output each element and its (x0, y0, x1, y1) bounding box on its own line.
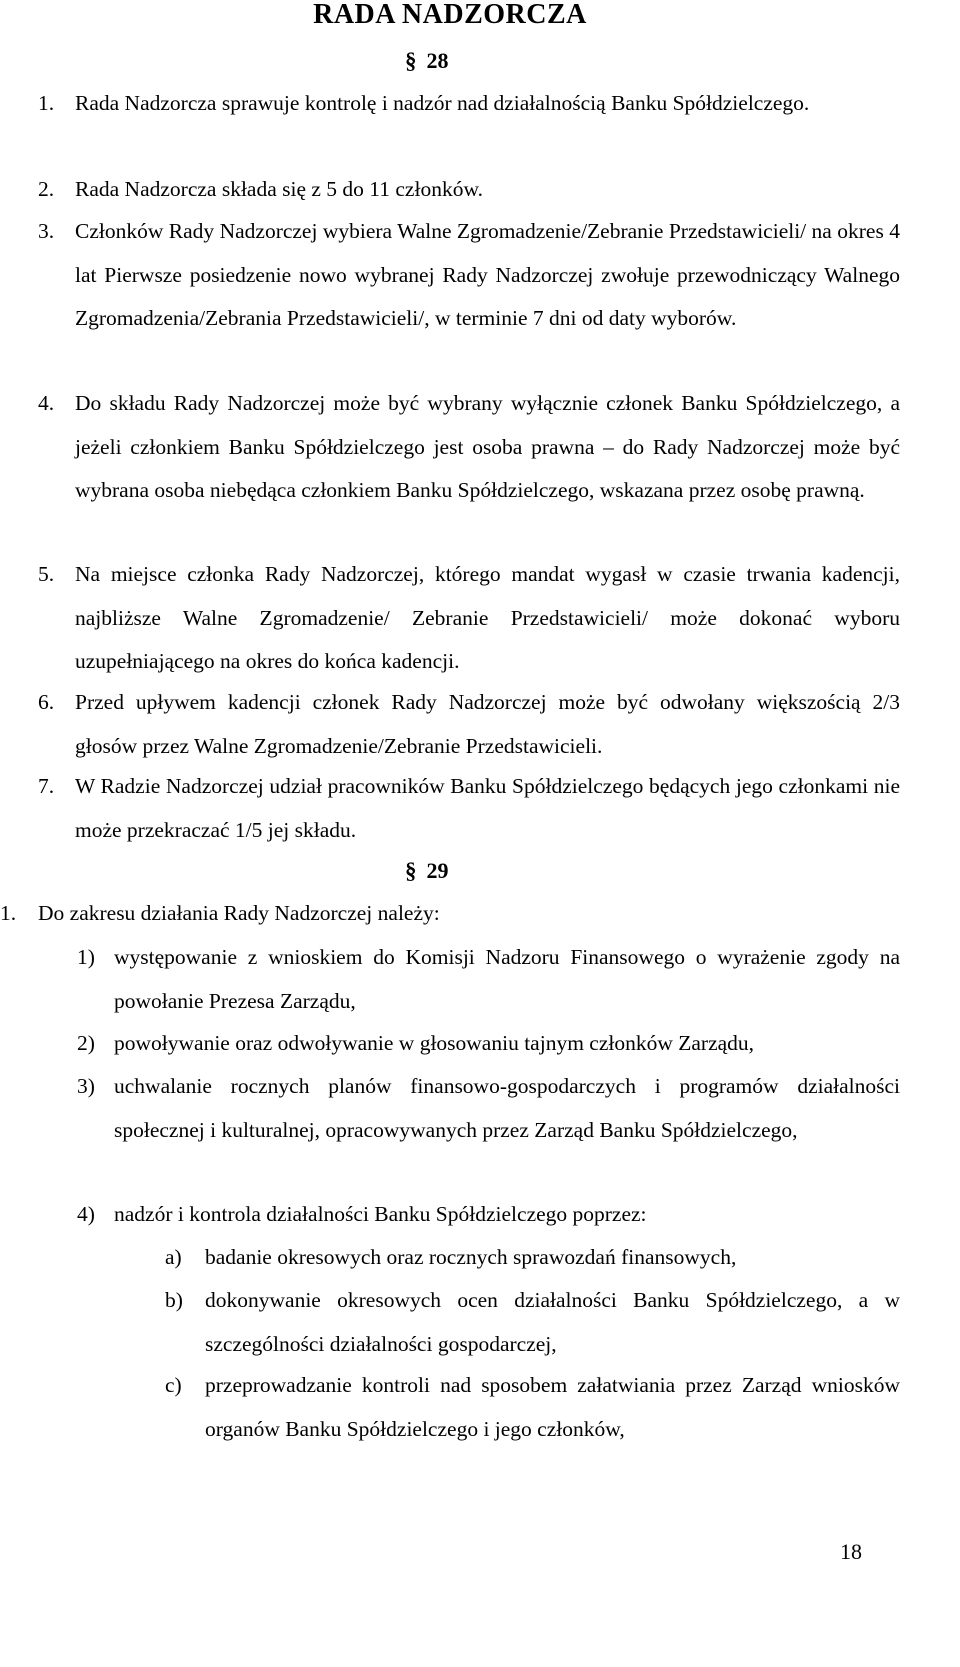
section-number: 29 (426, 858, 449, 883)
list-item (165, 1236, 900, 1280)
item-text: dokonywanie okresowych ocen działalności Banku Spółdzielczego, a w szczególności działalności gospodarczej, (205, 1288, 900, 1356)
list-item (77, 1193, 900, 1237)
list-item (77, 936, 900, 1023)
list-item (38, 210, 900, 341)
section-sign: § (405, 858, 417, 883)
item-text: Do zakresu działania Rady Nadzorczej należy: (38, 901, 440, 925)
page-number: 18 (840, 1539, 862, 1564)
item-number: 5. (38, 562, 55, 586)
section-28-heading (405, 47, 449, 75)
item-text: badanie okresowych oraz rocznych sprawozdań finansowych, (205, 1245, 737, 1269)
list-item (165, 1279, 900, 1366)
item-number: 4) (77, 1202, 95, 1226)
item-number: 3. (38, 219, 55, 243)
item-text: powoływanie oraz odwoływanie w głosowaniu tajnym członków Zarządu, (114, 1031, 755, 1055)
section-29-heading (405, 857, 449, 885)
list-item (38, 681, 900, 768)
list-item (0, 892, 900, 936)
item-number: b) (165, 1288, 183, 1312)
list-item (38, 765, 900, 852)
item-number: 7. (38, 774, 55, 798)
item-number: 1. (0, 901, 17, 925)
item-text: Na miejsce członka Rady Nadzorczej, którego mandat wygasł w czasie trwania kadencji, najbliższe Walne Zgromadzenie/ Zebranie Przedstawicieli/ może dokonać wyboru uzupełniającego na okres do końca kadencji. (75, 562, 900, 673)
item-number: 1. (38, 91, 55, 115)
item-number: 4. (38, 391, 55, 415)
list-item (77, 1065, 900, 1152)
section-number: 28 (426, 48, 449, 73)
section-sign: § (405, 48, 417, 73)
list-item (38, 82, 900, 126)
page-title: RADA NADZORCZA (313, 0, 587, 30)
item-text: Rada Nadzorcza składa się z 5 do 11 członków. (75, 177, 483, 201)
item-text: uchwalanie rocznych planów finansowo-gospodarczych i programów działalności społecznej i kulturalnej, opracowywanych przez Zarząd Banku Spółdzielczego, (114, 1074, 900, 1142)
item-text: nadzór i kontrola działalności Banku Spółdzielczego poprzez: (114, 1202, 647, 1226)
list-item (38, 382, 900, 513)
item-text: W Radzie Nadzorczej udział pracowników Banku Spółdzielczego będących jego członkami nie może przekraczać 1/5 jej składu. (75, 774, 900, 842)
item-text: występowanie z wnioskiem do Komisji Nadzoru Finansowego o wyrażenie zgody na powołanie Prezesa Zarządu, (114, 945, 900, 1013)
item-number: 6. (38, 690, 55, 714)
item-text: Przed upływem kadencji członek Rady Nadzorczej może być odwołany większością 2/3 głosów przez Walne Zgromadzenie/Zebranie Przedstawicieli. (75, 690, 900, 758)
item-number: 1) (77, 945, 95, 969)
item-number: 2) (77, 1031, 95, 1055)
item-number: c) (165, 1373, 182, 1397)
list-item (38, 553, 900, 684)
item-text: Do składu Rady Nadzorczej może być wybrany wyłącznie członek Banku Spółdzielczego, a jeżeli członkiem Banku Spółdzielczego jest osoba prawna – do Rady Nadzorczej może być wybrana osoba niebędąca członkiem Banku Spółdzielczego, wskazana przez osobę prawną. (75, 391, 900, 502)
item-number: a) (165, 1245, 182, 1269)
item-text: przeprowadzanie kontroli nad sposobem załatwiania przez Zarząd wniosków organów Banku Spółdzielczego i jego członków, (205, 1373, 900, 1441)
list-item (38, 168, 900, 212)
list-item (165, 1364, 900, 1451)
item-number: 2. (38, 177, 55, 201)
list-item (77, 1022, 900, 1066)
item-number: 3) (77, 1074, 95, 1098)
item-text: Członków Rady Nadzorczej wybiera Walne Zgromadzenie/Zebranie Przedstawicieli/ na okres 4 lat Pierwsze posiedzenie nowo wybranej Rady Nadzorczej zwołuje przewodniczący Walnego Zgromadzenia/Zebrania Przedstawicieli/, w terminie 7 dni od daty wyborów. (75, 219, 900, 330)
item-text: Rada Nadzorcza sprawuje kontrolę i nadzór nad działalnością Banku Spółdzielczego. (75, 91, 810, 115)
